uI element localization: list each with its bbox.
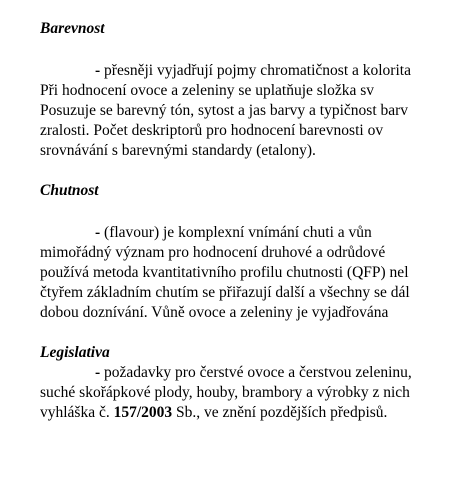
dash-marker: - bbox=[95, 224, 105, 241]
line-text: (flavour) je komplexní vnímání chuti a vůn bbox=[104, 224, 372, 241]
paragraph-line bbox=[95, 62, 411, 80]
paragraph-line: mimořádný význam pro hodnocení druhové a odrůdové bbox=[40, 244, 386, 261]
paragraph-line: čtyřem základním chutím se přiřazují další a všechny se dál bbox=[40, 284, 410, 301]
paragraph-line bbox=[95, 364, 412, 382]
document-page bbox=[40, 0, 458, 501]
dash-marker: - bbox=[95, 62, 105, 79]
dash-marker: - bbox=[95, 364, 105, 381]
paragraph-line: používá metoda kvantitativního profilu chutnosti (QFP) nel bbox=[40, 264, 409, 281]
paragraph-line: srovnávání s barevnými standardy (etalony). bbox=[40, 142, 316, 159]
paragraph-line: Při hodnocení ovoce a zeleniny se uplatňuje složka sv bbox=[40, 82, 375, 99]
section-heading-chutnost: Chutnost bbox=[40, 182, 99, 199]
paragraph-line: dobou doznívání. Vůně ovoce a zeleniny je vyjadřována bbox=[40, 304, 389, 321]
line-text: přesněji vyjadřují pojmy chromatičnost a kolorita bbox=[104, 62, 411, 79]
paragraph-line: Posuzuje se barevný tón, sytost a jas barvy a typičnost barv bbox=[40, 102, 409, 119]
line-text: Sb., ve znění pozdějších předpisů. bbox=[172, 404, 388, 421]
line-text: požadavky pro čerstvé ovoce a čerstvou zeleninu, bbox=[104, 364, 412, 381]
paragraph-line: zralosti. Počet deskriptorů pro hodnocení barevnosti ov bbox=[40, 122, 384, 139]
regulation-number: 157/2003 bbox=[113, 404, 173, 421]
paragraph-line: suché skořápkové plody, houby, brambory a výrobky z nich bbox=[40, 384, 410, 401]
line-text: vyhláška č. bbox=[40, 404, 114, 421]
paragraph-line bbox=[40, 404, 387, 422]
section-heading-barevnost: Barevnost bbox=[40, 20, 105, 37]
paragraph-line bbox=[95, 224, 372, 242]
section-heading-legislativa: Legislativa bbox=[40, 344, 110, 361]
